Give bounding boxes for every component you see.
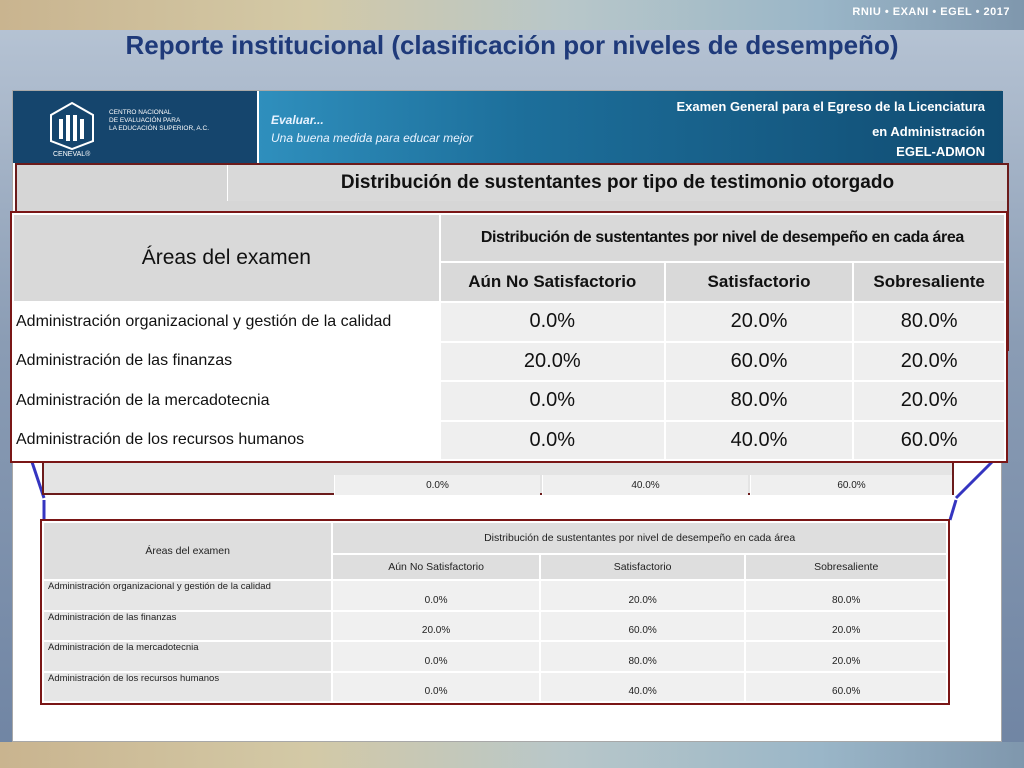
areas-header: Áreas del examen	[13, 214, 440, 302]
level-header-sobresaliente: Sobresaliente	[853, 262, 1005, 302]
value-cell: 20.0%	[440, 342, 665, 382]
level-header-small-3: Sobresaliente	[745, 554, 947, 580]
areas-header-small: Áreas del examen	[43, 522, 332, 580]
value-cell: 0.0%	[332, 672, 540, 703]
value-cell: 20.0%	[665, 302, 853, 342]
performance-distribution-table-small	[40, 519, 950, 705]
table-row	[43, 611, 947, 642]
value-cell: 20.0%	[853, 381, 1005, 421]
distribution-header-small: Distribución de sustentantes por nivel de desempeño en cada área	[332, 522, 947, 554]
brand-label: RNIU • EXANI • EGEL • 2017	[852, 6, 1010, 18]
testimonio-table-title: Distribución de sustentantes por tipo de testimonio otorgado	[227, 165, 1007, 201]
level-header-small-1: Aún No Satisfactorio	[332, 554, 540, 580]
value-cell: 80.0%	[540, 641, 746, 672]
table-row	[43, 641, 947, 672]
table-row	[13, 342, 1005, 382]
value-cell: 20.0%	[540, 580, 746, 611]
table-row	[13, 421, 1005, 461]
strip-value-2: 40.0%	[542, 475, 748, 495]
table-row	[13, 381, 1005, 421]
strip-value-3: 60.0%	[750, 475, 952, 495]
value-cell: 20.0%	[332, 611, 540, 642]
table-row	[43, 672, 947, 703]
value-cell: 60.0%	[540, 611, 746, 642]
ceneval-org-name: CENTRO NACIONAL DE EVALUACIÓN PARA LA EDUCACIÓN SUPERIOR, A.C.	[109, 109, 210, 132]
performance-distribution-table	[10, 211, 1008, 463]
bottom-decorative-band	[0, 742, 1024, 768]
area-label: Administración de los recursos humanos	[43, 672, 332, 703]
value-cell: 80.0%	[853, 302, 1005, 342]
value-cell: 80.0%	[665, 381, 853, 421]
value-cell: 0.0%	[440, 302, 665, 342]
value-cell: 60.0%	[853, 421, 1005, 461]
value-cell: 20.0%	[745, 611, 947, 642]
slide-title: Reporte institucional (clasificación por niveles de desempeño)	[125, 30, 899, 60]
value-cell: 40.0%	[665, 421, 853, 461]
value-cell: 60.0%	[745, 672, 947, 703]
area-label: Administración de la mercadotecnia	[13, 381, 440, 421]
value-cell: 0.0%	[440, 421, 665, 461]
area-label: Administración organizacional y gestión de la calidad	[13, 302, 440, 342]
value-cell: 20.0%	[745, 641, 947, 672]
slogan-line-2: Una buena medida para educar mejor	[271, 131, 474, 145]
value-cell: 80.0%	[745, 580, 947, 611]
value-cell: 0.0%	[440, 381, 665, 421]
value-cell: 60.0%	[665, 342, 853, 382]
ceneval-wordmark: CENEVAL®	[53, 151, 91, 158]
area-label: Administración de las finanzas	[13, 342, 440, 382]
strip-value-1: 0.0%	[334, 475, 540, 495]
area-label: Administración de la mercadotecnia	[43, 641, 332, 672]
area-label: Administración organizacional y gestión de la calidad	[43, 580, 332, 611]
table-row	[43, 580, 947, 611]
exam-name-line-1: Examen General para el Egreso de la Licenciatura	[676, 99, 985, 114]
level-header-satisfactorio: Satisfactorio	[665, 262, 853, 302]
level-header-small-2: Satisfactorio	[540, 554, 746, 580]
level-header-insatisfactorio: Aún No Satisfactorio	[440, 262, 665, 302]
exam-name-line-2: en Administración	[872, 124, 985, 139]
value-cell: 20.0%	[853, 342, 1005, 382]
exam-code: EGEL-ADMON	[896, 144, 985, 159]
area-label: Administración de las finanzas	[43, 611, 332, 642]
table-row	[13, 302, 1005, 342]
area-label: Administración de los recursos humanos	[13, 421, 440, 461]
value-cell: 0.0%	[332, 641, 540, 672]
value-cell: 40.0%	[540, 672, 746, 703]
slogan-line-1: Evaluar...	[271, 113, 324, 127]
distribution-header: Distribución de sustentantes por nivel de desempeño en cada área	[440, 214, 1005, 262]
value-cell: 0.0%	[332, 580, 540, 611]
